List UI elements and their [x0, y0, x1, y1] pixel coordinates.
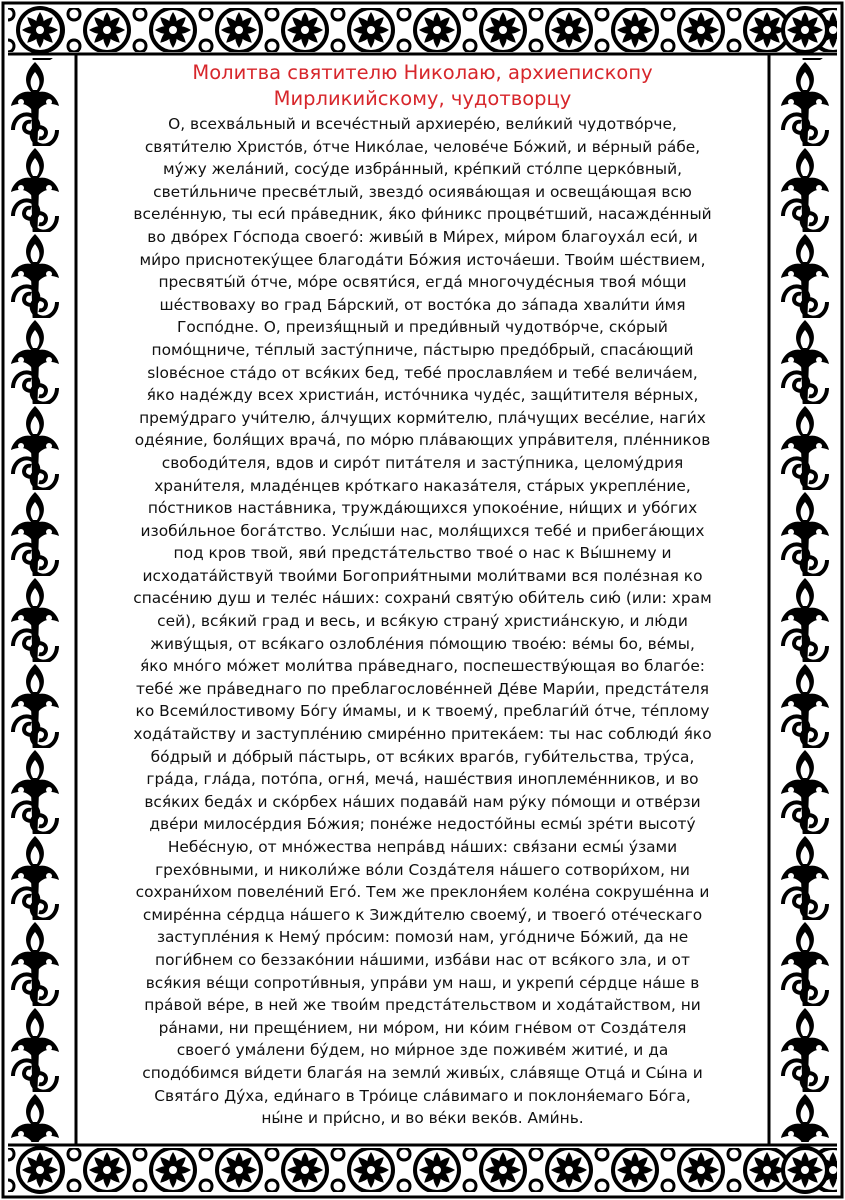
text-line: грехо́вными, и николи́же во́ли Созда́теля на́шего сотвори́хом, ни [155, 860, 690, 879]
text-line: бо́дрый и до́брый па́стырь, от вся́ких враго́в, губи́тельства, тру́са, [150, 747, 695, 766]
text-line: хода́тайству и заступле́нию смире́нно притека́ем: ты нас соблюди́ я́ко [133, 725, 712, 744]
text-line: О, всехва́льный и всече́стный архиере́ю, вели́кий чудотво́рче, [168, 115, 677, 133]
text-line: пресвяты́й о́тче, мо́ре освяти́ся, егда́ многочуде́сныя твоя́ мо́щи [158, 273, 687, 292]
text-line: сподо́бимся ви́дети блага́я на земли́ живы́х, сла́вяще Отца́ и Сы́на и [142, 1063, 703, 1082]
text-line: сей), вся́кий град и весь, и вся́кую страну́ христиа́нскую, и лю́ди [157, 612, 688, 631]
text-line: Свята́го Ду́ха, еди́наго в Тро́ице сла́вимаго и поклоня́емаго Бо́га, [154, 1086, 691, 1105]
text-line: святи́телю Христо́в, о́тче Нико́лае, челове́че Бо́жий, и ве́рный ра́бе, [144, 137, 701, 156]
text-line: заступле́ния к Нему́ про́сим: помози́ нам, уго́дниче Бо́жий, да не [156, 928, 689, 947]
text-line: смире́нна се́рдца на́шего к Зижди́телю своему́, и твоего́ оте́ческаго [142, 905, 703, 924]
text-line: две́ри милосе́рдия Бо́жия; поне́же недосто́йны есмы́ зре́ти высоту́ [149, 815, 696, 834]
text-line: ми́ро приснотеку́щее благода́ти Бо́жия источа́еши. Твои́м ше́ствием, [139, 250, 706, 269]
text-line: пра́вой ве́ре, в ней же твои́м предста́тельством и хода́тайством, ни [144, 996, 701, 1015]
text-line: под кров твой, яви́ предста́тельство твое́ о нас к Вы́шнему и [173, 544, 672, 563]
text-line: по́стников наста́вника, тружда́ющихся упокое́ние, ни́щих и убо́гих [147, 499, 698, 518]
text-line: му́жу жела́ний, сосу́де избра́нный, кре́пкий сто́лпе церко́вный, [163, 160, 682, 179]
prayer-text [82, 113, 763, 1130]
text-line: поги́бнем со беззако́нии на́шими, изба́ви нас от вся́кого зла, и от [155, 950, 690, 969]
text-line: гра́да, гла́да, пото́па, огня́, меча́, наше́ствия иноплеме́нников, и во [146, 770, 699, 789]
text-line: свободи́теля, вдов и сиро́т пита́теля и засту́пника, целому́дрия [161, 453, 684, 472]
title-line: Мирликийскому, чудотворцу [273, 87, 572, 110]
text-line: живу́щыя, от вся́каго озлобле́ния по́мощию твое́ю: ве́мы бо, ве́мы, [150, 634, 695, 653]
document-body [82, 60, 763, 1140]
text-line: прему́драго учи́телю, а́лчущих корми́телю, пла́чущих весе́лие, наги́х [139, 408, 706, 427]
text-line: свети́льниче пресве́тлый, звездо́ осиява́ющая и освеща́ющая всю [153, 182, 692, 201]
text-line: сохрани́хом повеле́ний Его́. Тем же преклоня́ем коле́на сокруше́нна и [135, 883, 710, 902]
text-line: изоби́льное бога́тство. Услы́ши нас, моля́щихся тебе́ и прибега́ющих [140, 521, 705, 540]
text-line: вся́кия ве́щи сопроти́вныя, упра́ви ум наш, и укрепи́ се́рдце на́ше в [145, 973, 700, 992]
text-line: ко Всеми́лостивому Бо́гу и́мамы, и к твоему́, преблаги́й о́тче, те́плому [135, 702, 710, 721]
prayer-title [82, 60, 763, 112]
text-line: тебе́ же пра́веднаго по преблагослове́нней Де́ве Мари́и, предста́теля [135, 679, 710, 698]
text-line: я́ко мно́го мо́жет моли́тва пра́веднаго, поспешеству́ющая во благо́е: [140, 657, 705, 676]
text-line: своего́ ума́лени бу́дем, но ми́рное зде поживе́м житие́, и да [176, 1041, 669, 1060]
text-line: храни́теля, младе́нцев кро́ткаго наказа́теля, ста́рых укрепле́ние, [154, 476, 691, 495]
text-line: ра́нами, ни преще́нием, ни мо́ром, ни ко́им гне́вом от Созда́теля [158, 1018, 687, 1037]
text-line: вселе́нную, ты еси́ пра́ведник, я́ко фи́никс процве́тший, насажде́нный [133, 205, 712, 224]
text-line: вся́ких беда́х и ско́рбех на́ших подава́й нам ру́ку по́мощи и отве́рзи [144, 792, 701, 811]
text-line: помо́щниче, те́плый засту́пниче, па́стырю предо́брый, спаса́ющий [151, 340, 694, 359]
text-line: Госпо́дне. О, преизя́щный и преди́вный чудотво́рче, ско́рый [177, 318, 668, 337]
text-line: я́ко наде́жду всех христиа́н, исто́чника чуде́с, защи́тителя ве́рных, [146, 386, 699, 405]
text-line: спасе́нию душ и теле́с на́ших: сохрани́ святу́ю оби́тель сию́ (или: храм [133, 589, 712, 608]
text-line: ше́ствоваху во град Ба́рский, от восто́ка до за́пада хвали́ти и́мя [159, 295, 686, 314]
text-line: slове́сное ста́до от вся́ких бед, тебе́ прославля́ем и тебе́ велича́ем, [147, 363, 698, 382]
text-line: ны́не и при́сно, и во ве́ки веко́в. Ами́нь. [261, 1109, 584, 1128]
text-line: оде́яние, боля́щих врача́, по мо́рю пла́вающих упра́вителя, пле́нников [134, 431, 711, 450]
title-line: Молитва святителю Николаю, архиепископу [192, 61, 653, 84]
text-line: Небе́сную, от мно́жества непра́вд на́ших: свя́зани есмы́ у́зами [167, 838, 678, 856]
text-line: исходата́йствуй твои́ми Богоприя́тными моли́твами вся поле́зная ко [142, 566, 703, 585]
text-line: во дво́рех Го́спода своего́: живы́й в Ми́рех, ми́ром благоуха́л еси́, и [147, 227, 698, 246]
